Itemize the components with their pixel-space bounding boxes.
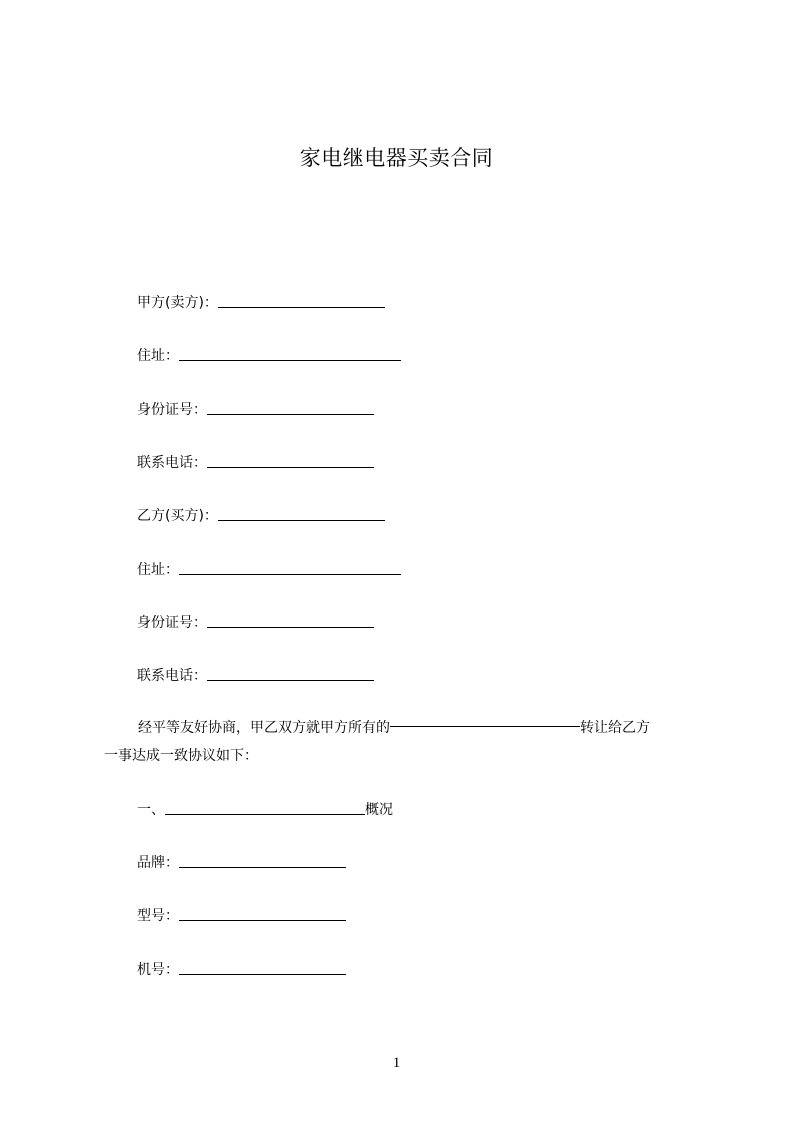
party-b-id-line <box>137 610 374 632</box>
party-b-address-label: 住址： <box>137 562 179 578</box>
party-b-blank[interactable] <box>218 519 385 521</box>
party-a-phone-label: 联系电话： <box>137 455 207 471</box>
brand-label: 品牌： <box>137 855 179 871</box>
section-1-suffix: 概况 <box>365 802 393 818</box>
document-title: 家电继电器买卖合同 <box>299 146 494 170</box>
party-b-phone-blank[interactable] <box>207 679 374 681</box>
party-b-address-blank[interactable] <box>179 573 401 575</box>
party-a-address-blank[interactable] <box>179 359 401 361</box>
party-b-label: 乙方(买方)： <box>137 508 218 524</box>
party-b-id-label: 身份证号： <box>137 615 207 631</box>
model-line <box>137 903 346 925</box>
party-b-id-blank[interactable] <box>207 626 374 628</box>
section-1-heading <box>137 797 393 819</box>
party-a-address-label: 住址： <box>137 348 179 364</box>
party-a-phone-line <box>137 450 374 472</box>
serial-line <box>137 957 346 979</box>
model-blank[interactable] <box>179 919 346 921</box>
intro-item-blank[interactable] <box>390 725 580 727</box>
party-a-phone-blank[interactable] <box>207 466 374 468</box>
serial-blank[interactable] <box>179 973 346 975</box>
page-number: 1 <box>392 1055 401 1071</box>
party-b-phone-line <box>137 663 374 685</box>
intro-text-2: 转让给乙方 <box>580 720 650 736</box>
model-label: 型号： <box>137 908 179 924</box>
party-a-label: 甲方(卖方)： <box>137 295 218 311</box>
party-b-address-line <box>137 557 401 579</box>
party-b-line <box>137 503 385 525</box>
party-a-id-line <box>137 397 374 419</box>
party-a-line <box>137 290 385 312</box>
intro-text-3: 一事达成一致协议如下： <box>104 748 258 764</box>
brand-line <box>137 850 346 872</box>
party-a-address-line <box>137 343 401 365</box>
party-b-phone-label: 联系电话： <box>137 668 207 684</box>
intro-text-1: 经平等友好协商，甲乙双方就甲方所有的 <box>138 720 390 736</box>
party-a-id-label: 身份证号： <box>137 402 207 418</box>
intro-paragraph <box>104 714 704 770</box>
section-1-blank[interactable] <box>165 813 365 815</box>
brand-blank[interactable] <box>179 866 346 868</box>
serial-label: 机号： <box>137 962 179 978</box>
party-a-blank[interactable] <box>218 306 385 308</box>
section-1-prefix: 一、 <box>137 802 165 818</box>
party-a-id-blank[interactable] <box>207 413 374 415</box>
